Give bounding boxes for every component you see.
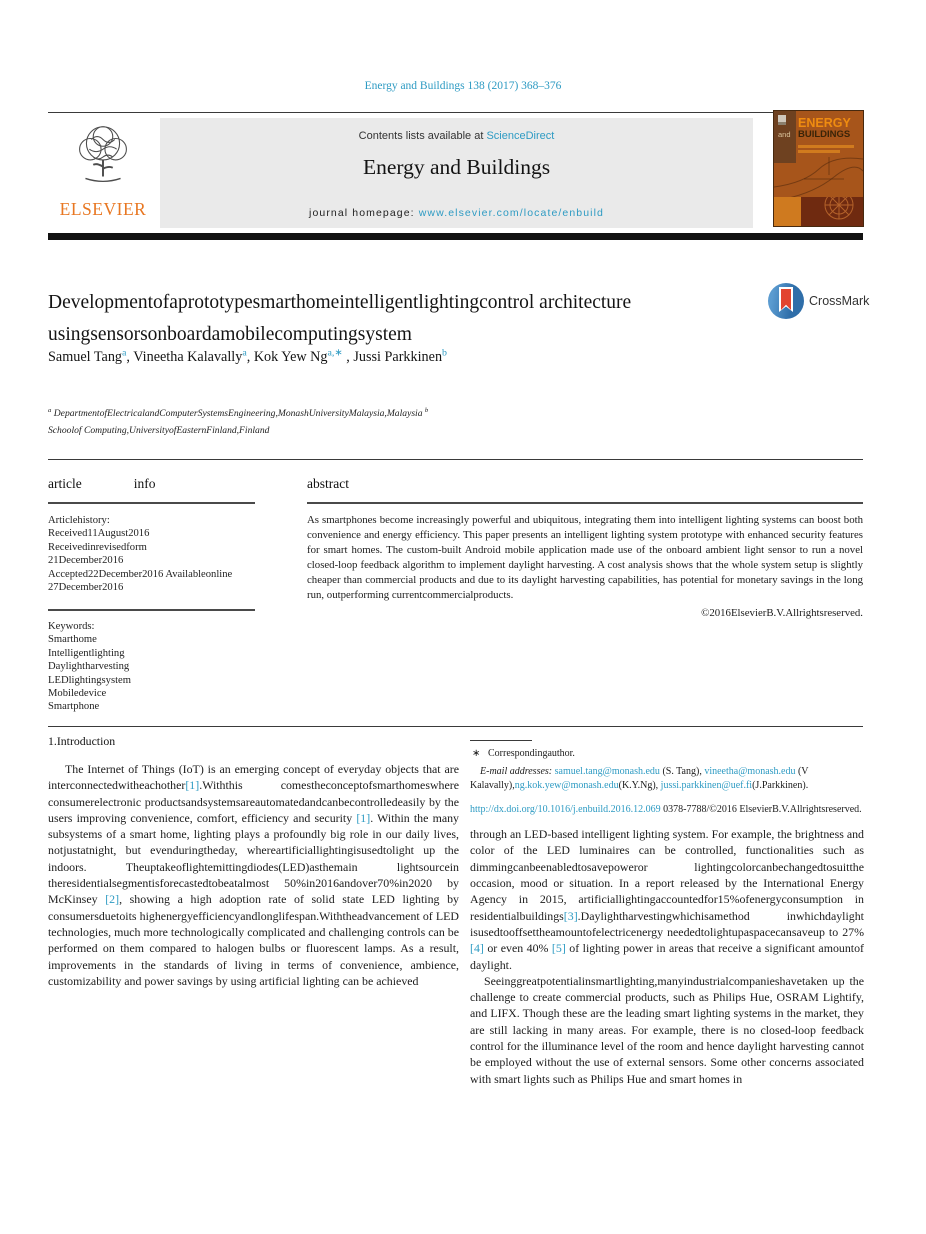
text-run: The Internet of Things (IoT) is an emerging concept of everyday objects that are interconnectedwitheachother <box>48 762 459 793</box>
history-line: 27December2016 <box>48 582 124 594</box>
text-run: (K.Y.Ng), <box>618 779 661 791</box>
text-run: b <box>424 406 429 414</box>
text-run: . Within the many subsystems of a smart home, lighting plays a profoundly big role in our daily lives, notjustatnight, but evenduringtheday, whereartificiallightingisusedtolight up the indoors. Theuptakeoflightemittingdiodes(LED)asthemain lightsourcein theresidentialsegmentisforecastedtobeatalmost 50%in2016andover70%in2020 by McKinsey <box>48 810 459 907</box>
cover-floorplan-art <box>774 157 863 199</box>
inline-link[interactable]: ng.kok.yew@monash.edu <box>514 779 619 791</box>
text-run: through an LED-based intelligent lighting system. For example, the brightness and color of the LED luminaires can be controlled, functionalities such as dimmingcanbeenabledtosavepoweror lightingcolorcanbechangedtosuitthe occasion, mood or situation. In a report released by the International Energy Agency in 2015, artificiallightingaccountedfor15%ofenergyconsumption in residentialbuildings <box>470 827 864 923</box>
inline-link[interactable]: [2] <box>105 892 120 907</box>
info-rule <box>48 502 255 504</box>
text-run: .Withthis comestheconceptofsmarthomeswhere consumerelectronic productsandsystemsareautomatedandcanbecontrolledeasily by the users improving convenience, comfort, efficiency and security <box>48 778 459 825</box>
crossmark-badge[interactable] <box>768 283 869 319</box>
text-run: , Kok Yew Ng <box>246 349 328 365</box>
keywords-label: Keywords: <box>48 621 95 632</box>
text-run: (S. Tang), <box>659 765 705 777</box>
affiliations <box>48 405 464 439</box>
left-column <box>48 734 459 989</box>
author-line <box>48 349 748 366</box>
header-citation: Energy and Buildings 138 (2017) 368–376 <box>364 80 562 92</box>
homepage-line <box>160 207 753 219</box>
contents-prefix: Contents lists available at <box>358 130 487 142</box>
keyword: Intelligentlighting <box>48 647 125 659</box>
body-paragraph <box>470 826 864 973</box>
article-title-line1: Developmentofaprototypesmarthomeintelligentlightingcontrol architecture <box>48 292 632 313</box>
abstract-rule <box>307 502 863 504</box>
abstract-heading: abstract <box>307 476 349 491</box>
text-run: (V Kalavally), <box>470 765 809 791</box>
journal-banner <box>160 118 753 228</box>
article-title <box>48 287 738 350</box>
corresponding-author-note <box>470 747 864 761</box>
inline-link[interactable]: samuel.tang@monash.edu <box>554 765 660 777</box>
history-line: Receivedinrevisedform <box>48 541 147 553</box>
cover-and-label: and <box>778 130 791 139</box>
article-info-heading <box>48 476 155 492</box>
history-label: Articlehistory: <box>48 515 110 526</box>
keyword: Smarthome <box>48 634 97 646</box>
inline-link[interactable]: http://dx.doi.org/10.1016/j.enbuild.2016.12.069 <box>470 804 661 816</box>
crossmark-label: CrossMark <box>809 294 870 308</box>
text-run: Seeinggreatpotentialinsmartlighting,manyindustrialcompanieshavetaken up the challenge to create commercial products, such as Philips Hue, OSRAM Lightify, and LIFX. Though these are the leading smart lighting systems in the market, they are still lacking in many areas. For example, there is no closed-loop feedback control for the illuminance level of the room and hence daylight harvesting cannot be employed without the use of external sensors. Some other concerns associated with smart lights such as Philips Hue and smart homes in <box>470 973 864 1086</box>
text-run: a <box>48 406 52 414</box>
section-heading: 1.Introduction <box>48 734 116 748</box>
corresponding-author-text: Correspondingauthor. <box>488 748 575 759</box>
article-info-word2: info <box>133 476 156 491</box>
text-run: a <box>242 347 247 359</box>
email-addresses <box>470 765 864 793</box>
elsevier-wordmark: ELSEVIER <box>59 199 147 219</box>
cover-bottom-left-block <box>774 197 801 226</box>
text-run: or even 40% <box>483 941 552 956</box>
history-line: Accepted22December2016 Availableonline <box>48 568 233 580</box>
text-run: , showing a high adoption rate of solid state LED lighting by consumersduetoits highenergyefficiencyandlonglifespan.Withtheadvancement of LED technologies, much more technologically complicated and challenging controls can be performed on them compared to halogen bulbs or fluorescent lamps. As a result, improvements in the standards of living in terms of convenience, ambience, customizability and power savings by using artificial lighting can be achieved <box>48 892 460 988</box>
text-run: a <box>122 347 127 359</box>
history-line: Received11August2016 <box>48 528 150 540</box>
cover-buildings-label: BUILDINGS <box>798 129 851 140</box>
inline-link[interactable]: [4] <box>470 941 484 956</box>
article-history <box>48 514 278 594</box>
text-run: DepartmentofElectricalandComputerSystemsEngineering,MonashUniversityMalaysia,Malaysia <box>51 408 425 419</box>
inline-link[interactable]: vineetha@monash.edu <box>704 765 796 777</box>
inline-link[interactable]: [3] <box>563 908 578 923</box>
elsevier-tree-icon <box>64 183 142 200</box>
right-column <box>470 740 864 1087</box>
body-paragraph <box>470 973 864 1087</box>
text-run: 0378-7788/©2016 ElsevierB.V.Allrightsreserved. <box>660 804 862 816</box>
copyright-line: ©2016ElsevierB.V.Allrightsreserved. <box>701 607 863 619</box>
keyword: Mobiledevice <box>48 688 107 700</box>
keyword: LEDlightingsystem <box>48 674 131 686</box>
keyword: Smartphone <box>48 701 100 713</box>
keywords-list <box>48 620 278 714</box>
crossmark-icon <box>768 283 804 319</box>
inline-link[interactable]: [1] <box>356 810 371 825</box>
text-run: , Vineetha Kalavally <box>126 349 243 365</box>
abstract-block <box>307 513 863 621</box>
banner-divider-bar <box>48 233 863 240</box>
text-run: Samuel Tang <box>48 349 123 365</box>
text-run: of lighting power in areas that receive a significant amountof daylight. <box>470 941 864 972</box>
article-title-line2: usingsensorsonboardamobilecomputingsystem <box>48 323 412 345</box>
sciencedirect-link[interactable]: ScienceDirect <box>486 130 555 142</box>
homepage-link[interactable]: www.elsevier.com/locate/enbuild <box>418 207 604 219</box>
cover-energy-label: ENERGY <box>798 116 851 130</box>
top-rule <box>48 112 863 113</box>
journal-cover-thumbnail[interactable] <box>773 110 864 227</box>
journal-title: Energy and Buildings <box>362 155 551 179</box>
cover-subtitle-bar <box>798 150 840 153</box>
inline-link[interactable]: [1] <box>185 778 200 793</box>
text-run: Schoolof Computing,UniversityofEasternFinland,Finland <box>48 425 270 436</box>
info-rule <box>48 609 255 611</box>
cover-mini-logo-icon <box>778 115 786 125</box>
elsevier-logo[interactable] <box>48 118 158 230</box>
inline-link[interactable]: jussi.parkkinen@uef.fi <box>660 779 753 791</box>
cover-subtitle-bar <box>798 145 854 148</box>
history-line: 21December2016 <box>48 555 124 567</box>
keyword: Daylightharvesting <box>48 661 130 673</box>
text-run: a,∗ <box>327 347 343 359</box>
contents-line <box>160 130 753 142</box>
article-info-word1: article <box>48 476 82 491</box>
body-divider-rule <box>48 726 863 727</box>
text-run: .Daylightharvestingwhichisamethod inwhichdaylight isusedtooffsettheamountofelectricenergy neededtolightupaspacecansaveup to 27% <box>470 908 864 939</box>
text-run: , Jussi Parkkinen <box>342 349 443 365</box>
homepage-prefix: journal homepage: <box>309 207 419 219</box>
text-run: (J.Parkkinen). <box>752 779 809 791</box>
inline-link[interactable]: [5] <box>551 941 566 956</box>
cover-globe-art <box>801 197 863 226</box>
text-run: E-mail addresses: <box>480 765 555 777</box>
section-divider-rule <box>48 459 863 460</box>
asterisk-marker: ∗ <box>472 748 481 759</box>
doi-line <box>470 803 864 817</box>
abstract-text: As smartphones become increasingly powerful and ubiquitous, integrating them into intelligent lighting systems can boost both convenience and energy efficiency. This paper presents an intelligent lighting system prototype with enhanced security features for smart homes. The custom-built Android mobile application made use of the onboard ambient light sensor to run a novel closed-loop feedback algorithm to implement daylight harvesting. A cost analysis shows that the whole system setup is slightly cheaper than commercial products and due to its daylight harvesting capabilities, has potential for monetary savings in the long run, outperforming currentcommercialproducts. <box>307 514 863 601</box>
text-run: b <box>442 347 448 359</box>
introduction-paragraph <box>48 761 459 989</box>
footnote-rule <box>470 740 532 741</box>
